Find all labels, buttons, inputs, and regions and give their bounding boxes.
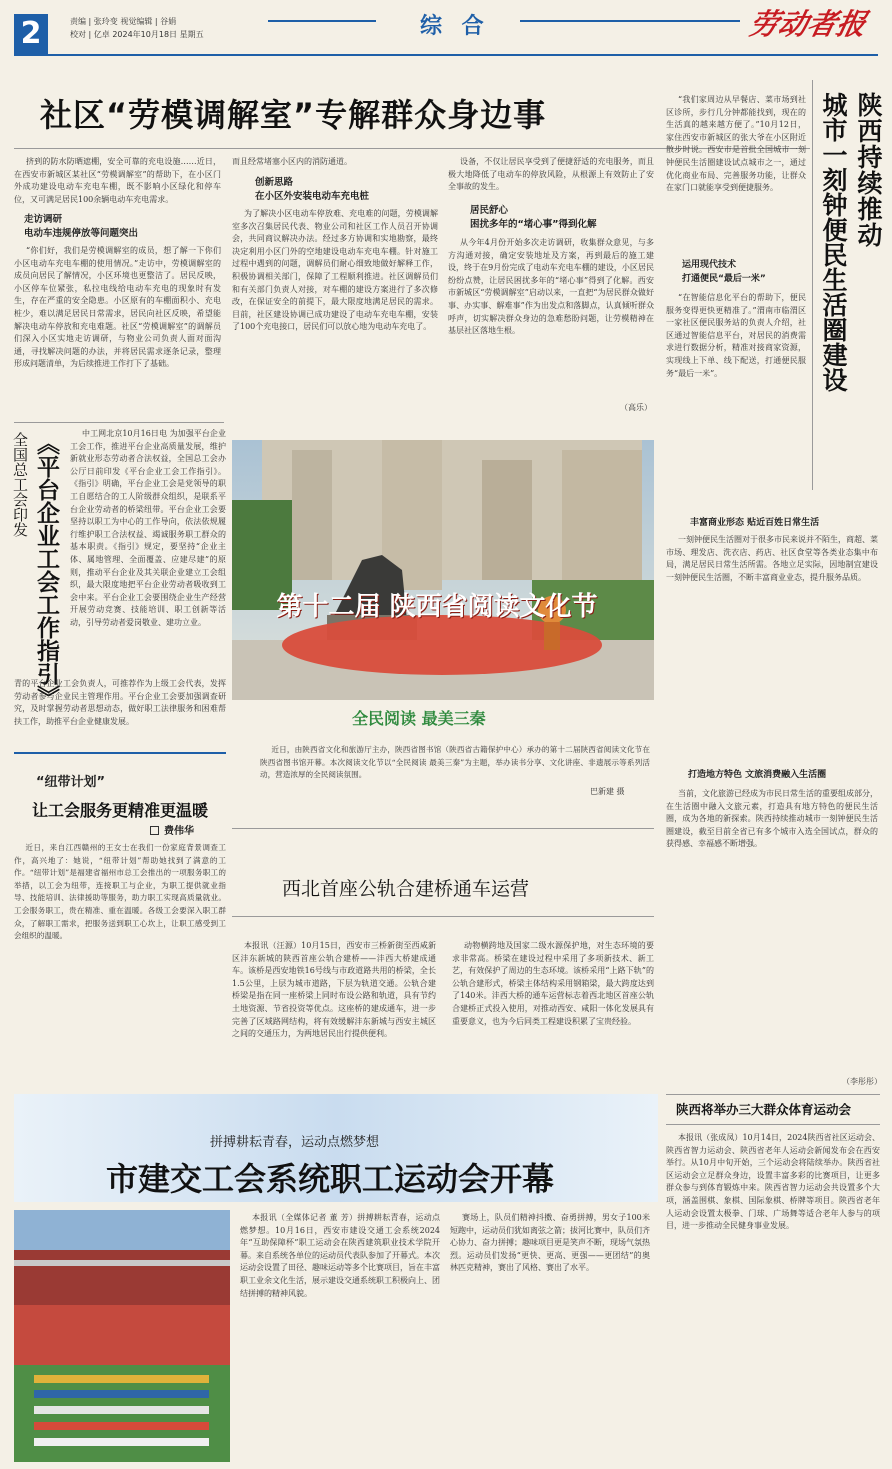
right-body-1b bbox=[666, 414, 878, 508]
proof-line: 校对 | 亿卓 2024年10月18日 星期五 bbox=[70, 30, 204, 39]
bottom-kicker: 拼搏耕耘青春，运动点燃梦想 bbox=[210, 1135, 380, 1150]
right-body-1: “在智能信息化平台的帮助下，便民服务变得更快更精准了。”渭南市临渭区一家社区便民服务站的负责人介绍，社区通过智能信息平台，对居民的消费需求进行数据分析，精准对接商家资源，实现线上下单、线下配送，打通便民服务“最后一米”。 bbox=[666, 293, 806, 378]
lead-subhead-2: 创新思路 在小区外安装电动车充电桩 bbox=[255, 177, 370, 202]
masthead-divider bbox=[14, 54, 878, 56]
festival-caption: 近日，由陕西省文化和旅游厅主办，陕西省图书馆（陕西省古籍保护中心）承办的第十二届陕西省阅读文化节在陕西省图书馆开幕。本次阅读文化节以“全民阅读 最美三秦”为主题，举办读书分享、文化讲座、非遗展示等系列活动，营造浓厚的全民阅读氛围。 bbox=[260, 745, 650, 780]
festival-banner-text: 第十二届 陕西省阅读文化节 bbox=[276, 592, 598, 622]
bottom-col-1: 本报讯（全媒体记者 董 芳）拼搏耕耘青春，运动点燃梦想。10月16日，西安市建设交通工会系统2024年“互助保障杯”职工运动会在陕西建筑职业技术学院开幕。来自系统各单位的运动员代表队参加了开幕式。本次运动会设置了田径、趣味运动等多个比赛项目，旨在丰富职工业余文化生活，展示建设交通系统职工积极向上、团结拼搏的精神风貌。 bbox=[240, 1213, 440, 1298]
commentary-headline: 让工会服务更精准更温暖 bbox=[32, 801, 209, 820]
right-bottom-headline: 陕西将举办三大群众体育运动会 bbox=[676, 1102, 852, 1117]
lead-headline: 社区“劳模调解室”专解群众身边事 bbox=[40, 96, 547, 134]
metro-top-rule bbox=[232, 828, 654, 829]
left-story-kicker: 全国总工会印发 bbox=[11, 432, 29, 537]
bottom-headline: 市建交工会系统职工运动会开幕 bbox=[106, 1160, 555, 1198]
page-number: 2 bbox=[20, 16, 42, 51]
right-byline: （李彤彤） bbox=[842, 1077, 882, 1086]
right-subhead-2: 丰富商业形态 贴近百姓日常生活 bbox=[690, 518, 820, 528]
commentary-box bbox=[14, 752, 226, 754]
right-bottom-body: 本报讯（张成凤）10月14日，2024陕西省社区运动会、陕西省智力运动会、陕西省老年人运动会新闻发布会在西安举行。从10月中旬开始，三个运动会将陆续举办。陕西省社区运动会立足群众身边，设置丰富多彩的比赛项目，让更多群众参与到体育锻炼中来。陕西省智力运动会共设置多个大项，涵盖围棋、象棋、国际象棋、桥牌等项目。陕西省老年人运动会设置太极拳、门球、广场舞等适合老年人参与的项目，进一步推动全民健身事业发展。 bbox=[666, 1133, 880, 1231]
lead-intro: 挤到的防水防晒遮棚，安全可靠的充电设施……近日，在西安市新城区某社区“劳模调解室”的帮助下，在小区门外成功建设电动车充电车棚，既不影响小区绿化和停车位，又可满足居民100余辆电动车充电需求。 bbox=[14, 157, 221, 204]
lead-col-3-top: 设备，不仅让居民享受到了便捷舒适的充电服务，而且极大地降低了电动车的停放风险，从根源上有效防止了安全事故的发生。 bbox=[448, 157, 654, 192]
commentary-author-mark bbox=[150, 826, 159, 835]
commentary-body: 近日，来自江西赣州的王女士在我们一份家庭背景调查工作，高兴地了：她说，“纽带计划”帮助她找到了满意的工作。“纽带计划”是福建省福州市总工会推出的一项服务职工的举措，以工会为纽带，连接职工与企业，为职工提供就业指导、技能培训、法律援助等服务，助力职工实现高质量就业。工会服务职工，贵在精准、重在温暖。各级工会要深入职工群众，了解职工需求，把服务送到职工心坎上，让职工感受到工会组织的温暖。 bbox=[14, 843, 226, 941]
right-subhead-3: 打造地方特色 文旅消费融入生活圈 bbox=[688, 770, 827, 780]
page-number-badge bbox=[14, 14, 48, 54]
masthead-blue-rule bbox=[268, 20, 376, 22]
newspaper-logo: 劳动者报 bbox=[746, 7, 870, 41]
right-intro: “我们家周边从早餐店、菜市场到社区诊所，步行几分钟都能找到，现在的生活真的越来越方便了。”10月12日，家住西安市新城区的张大爷在小区附近散步时说。西安市是首批全国城市一刻钟便民生活圈建设试点城市之一，通过优化商业布局、完善服务功能，让群众在家门口就能享受到便捷服务。 bbox=[666, 95, 806, 193]
metro-col-1: 本报讯（汪源）10月15日，西安市三桥新街至西咸新区沣东新城的陕西首座公轨合建桥——沣西大桥建成通车。该桥是西安地铁16号线与市政道路共用的桥梁，全长1.5公里，上层为城市道路，下层为轨道交通。公轨合建桥梁是指在同一座桥梁上同时布设公路和轨道，具有节约土地资源、节省投资等优点。这座桥的建成通车，进一步完善了区域路网结构，将有效缓解沣东新城与西安主城区之间的交通压力，为两地居民出行提供便利。 bbox=[232, 941, 436, 1039]
festival-slogan: 全民阅读 最美三秦 bbox=[352, 709, 486, 728]
section-title: 综 合 bbox=[420, 14, 490, 39]
reading-festival-photo bbox=[232, 440, 654, 700]
lead-subhead-3: 居民舒心 困扰多年的“堵心事”得到化解 bbox=[470, 205, 597, 230]
lead-col-2: 为了解决小区电动车停放难、充电难的问题，劳模调解室多次召集居民代表、物业公司和社区工作人员召开协调会，共同商议解决办法。经过多方协调和实地勘察，最终决定利用小区门外的空地建设电动车充电车棚。针对施工过程中遇到的问题，调解员们耐心细致地做好解释工作，积极协调相关部门，保障了工程顺利推进。社区调解员们和有关部门负责人对接，对车棚的建设方案进行了多次修改，在保证安全的前提下，最大限度地满足居民的需求。目前，社区建设协调已成功建设了电动车充电车棚，安装了100个充电接口，居民们可以放心地为电动车充电了。 bbox=[232, 209, 438, 332]
metro-col-2: 动物横跨地及国家二级水源保护地，对生态环境的要求非常高。桥梁在建设过程中采用了多项新技术、新工艺，有效保护了周边的生态环境。该桥采用“上路下轨”的公轨合建形式，桥梁主体结构采用钢箱梁，最大跨度达到了140米。沣西大桥的通车运营标志着西北地区首座公轨合建桥正式投入使用，对推动西安、咸阳一体化发展具有重要意义，也为今后同类工程建设积累了宝贵经验。 bbox=[452, 941, 654, 1026]
metro-head-rule bbox=[232, 916, 654, 917]
right-bottom-head-rule bbox=[666, 1124, 880, 1125]
right-bottom-rule bbox=[666, 1094, 880, 1095]
right-headline-line-2: 城市一刻钟便民生活圈建设 bbox=[819, 92, 848, 392]
right-subhead-1: 运用现代技术 打通便民“最后一米” bbox=[682, 260, 766, 284]
commentary-author: 费伟华 bbox=[164, 826, 194, 837]
lead-col-3: 从今年4月份开始多次走访调研，收集群众意见，与多方沟通对接，确定安装地址及方案，再到最后的施工建设，终于在9月份完成了电动车充电车棚的建设，小区居民纷纷点赞，让居民困扰多年的“堵心事”得到了化解。西安市新城区“劳模调解室”启动以来，一直把“为居民群众做好事、办实事、解难事”作为出发点和落脚点，认真倾听群众呼声，切实解决群众身边的急难愁盼问题，让劳模精神在基层社区落地生根。 bbox=[448, 238, 654, 336]
lead-col-1: “你们好，我们是劳模调解室的成员，想了解一下你们小区电动车充电车棚的使用情况。”走访中，劳模调解室的成员向居民了解情况，小区环境也更整洁了。居民反映，小区停车位紧张，私拉电线给电动车充电的现象时有发生，存在严重的安全隐患。小区原有的车棚面积小、充电桩少，难以满足居民日常需求，居民向社区反映，希望能解决电动车停放和充电难题。社区“劳模调解室”的调解员们深入小区实地走访调研，与物业公司负责人面对面沟通，寻找解决问题的办法，并将居民需求逐条记录，整理形成问题清单，为后续推进工作打下了基础。 bbox=[14, 246, 221, 369]
lead-col-2-top: 而且经常堵塞小区内的消防通道。 bbox=[232, 157, 352, 166]
festival-credit: 巴新建 摄 bbox=[590, 787, 625, 796]
left-story-title: 《平台企业工会工作指引》 bbox=[33, 432, 59, 708]
right-headline-line-1: 陕西持续推动 bbox=[854, 92, 883, 248]
metro-headline: 西北首座公轨合建桥通车运营 bbox=[282, 878, 530, 900]
festival-scene-image bbox=[232, 440, 654, 700]
sports-meet-photo bbox=[14, 1210, 230, 1462]
stadium-image bbox=[14, 1210, 230, 1462]
bottom-col-2: 赛场上，队员们精神抖擞、奋勇拼搏，男女子100米短跑中，运动员们犹如离弦之箭；拔河比赛中，队员们齐心协力、奋力拼搏；趣味项目更是笑声不断，现场气氛热烈。运动员们发扬“更快、更高、更强——更团结”的奥林匹克精神，赛出了风格、赛出了水平。 bbox=[450, 1213, 650, 1273]
masthead-blue-rule-right bbox=[520, 20, 740, 22]
left-story-top-rule bbox=[14, 422, 224, 423]
right-body-3: 当前，文化旅游已经成为市民日常生活的重要组成部分，在生活圈中融入文旅元素，打造具有地方特色的便民生活圈，成为各地的新探索。陕西持续推动城市一刻钟便民生活圈建设，截至目前全省已有多个城市入选全国试点，群众的获得感、幸福感不断增强。 bbox=[666, 789, 878, 849]
right-body-2: 一刻钟便民生活圈对于很多市民来说并不陌生，商超、菜市场、理发店、洗衣店、药店、社区食堂等各类业态集中布局，满足居民日常生活所需。各地立足实际，因地制宜建设一刻钟便民生活圈，不断丰富商业业态，提升服务品质。 bbox=[666, 535, 878, 582]
left-story-body-cont: 青的平台企业工会负责人，可推荐作为上级工会代表，发挥劳动者参与企业民主管理作用。平台企业工会要加强调查研究，及时掌握劳动者思想动态，做好职工法律服务和困难帮扶工作，助推平台企业健康发展。 bbox=[14, 679, 226, 726]
editor-line: 责编 | 张玲变 视觉编辑 | 谷娟 bbox=[70, 17, 177, 26]
lead-subhead-1: 走访调研 电动车违规停放等问题突出 bbox=[24, 214, 139, 239]
left-story-body: 中工网北京10月16日电 为加强平台企业工会工作，推进平台企业高质量发展，维护新就业形态劳动者合法权益，全国总工会办公厅日前印发《平台企业工会工作指引》。《指引》明确，平台企业工会是党领导的职工自愿结合的工人阶级群众组织，是联系平台企业劳动者的桥梁纽带。平台企业工会要坚持以职工为中心的工作导向，依法依规履行维护职工合法权益、竭诚服务职工群众的基本职责。《指引》规定，要坚持“企业主体、属地管理、全面覆盖、应建尽建”的原则，推动平台企业及其关联企业建立工会组织，最大限度地把平台企业劳动者吸收到工会中来。平台企业工会要围绕企业生产经营开展劳动竞赛、技能培训、职工创新等活动，引导劳动者爱岗敬业、建功立业。 bbox=[70, 429, 226, 627]
commentary-kicker: “纽带计划” bbox=[36, 775, 106, 790]
lead-byline: （高乐） bbox=[620, 403, 652, 412]
masthead bbox=[0, 0, 892, 72]
